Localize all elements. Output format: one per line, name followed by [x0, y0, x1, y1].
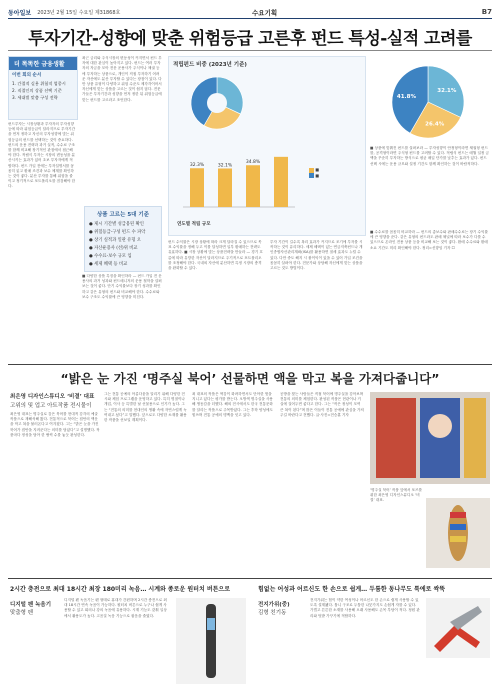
pie-label: 41.8% — [396, 94, 416, 101]
pie-hole — [207, 93, 227, 113]
pie-label: 32.1% — [437, 88, 457, 95]
bar — [190, 168, 204, 207]
article-column-right-1: ■ 상품에 맞춰진 펀드를 살펴보라 — 투자성향이 안정형이라면 채권형 펀드를, 공격형이라면 주식형 펀드를 고려할 수 있다. 적립식 펀드는 매월 일정 금액을 꾸준히 투자하는 방식으로 평균 매입 단가를 낮추는 효과가 있다. 펀드 선택 시에는 운용 규모와 설정 기간도 함께 확인하는 것이 바람직하다. — [370, 146, 489, 166]
checklist-title: 더 똑똑한 금융생활 — [9, 57, 77, 70]
bar — [246, 165, 260, 207]
main-headline: 투자기간-성향에 맞춘 위험등급 고른후 펀드 특성-실적 고려를 — [28, 29, 472, 49]
chart-2-title: 연도별 적립 규모 — [177, 222, 211, 227]
pruning-shears-photo — [426, 598, 490, 658]
bottom-right-text: 전지가위는 힘이 약한 여성이나 어르신도 한 손으로 쉽게 사용할 수 있도록 설계됐다. 톱니 구조로 두툼한 나뭇가지도 손쉽게 자를 수 있다. 가볍고 튼튼한 소재를 사용해 오래 사용해도 손목 부담이 적다. 정원 관리와 텃밭 가꾸기에 적합하다. — [310, 598, 420, 618]
article-column-4: 투자 기간이 길수록 복리 효과가 커지므로 조기에 투자를 시작하는 것이 유리하다. 세제 혜택이 있는 연금저축펀드나 개인종합자산관리계좌(ISA)를 활용하면 절세 효과도 누릴 수 있다. 다만 중도 해지 시 불이익이 있을 수 있어 가입 조건을 꼼꼼히 살펴야 한다. 전문가와 상담해 자신에게 맞는 상품을 고르는 것도 방법이다. — [270, 240, 363, 271]
chart-panel-title — [169, 57, 365, 71]
tips-box — [84, 206, 162, 272]
pie-label: 26.4% — [425, 121, 445, 128]
pen-recorder-photo — [176, 598, 246, 684]
feature-caption: ‘명주실 북어’ 작품 앞에서 포즈를 취한 최은영 디자인스튜디오 ‘비결’ 대표. — [370, 488, 422, 502]
feature-column-2: 그는 전통 공예의 아름다움을 알리기 위해 다양한 전시와 체험 프로그램을 운영하고 있다. 특히 명절이나 개업, 이사 등 특별한 날 선물용으로 인기가 높다. 그는 “전통의 의미를 현대인의 생활 속에 자연스럽게 녹여내고 싶다”고 말했다. 앞으로도 다양한 소재를 활용한 작품을 선보일 계획이다. — [104, 392, 187, 423]
tip-4: ● 자산운용사 (선)위 비교 — [89, 246, 138, 251]
bottom-right-title: 힘없는 어성과 어르신도 한 손으로 쉽게… 두툼한 동나무도 툭에로 싹뚝 — [258, 586, 446, 593]
chart-1-title: 적립펀드 비중 (2023년 기준) — [173, 62, 247, 68]
checklist-subtitle: 이번 회의 순서 — [12, 73, 42, 78]
top-rule — [8, 18, 492, 19]
checklist-box — [8, 56, 78, 120]
article-column-3: 펀드 수익률은 시장 상황에 따라 크게 달라질 수 있으므로 목표 수익률을 정해 두고 이를 달성하면 일부 환매하는 전략도 유효하다. ■ 시장 상황에 맞는 상품전략을 만들라 — 경기 흐름에 따라 유망한 자산이 달라지므로 주기적으로 포트폴리오를 조정해야 한다. 국내외 자산에 분산하면 특정 시장의 충격을 완화할 수 있다. — [168, 240, 263, 271]
page-number: B7 — [481, 8, 493, 16]
bar-chart — [179, 137, 299, 217]
chart-legend: ■ ■ — [309, 167, 359, 178]
checklist-item-1: 1. 간접적 실용 위험적 업종시 — [12, 81, 66, 86]
tip-2: ● 위험등급-구성 펀드 수 파악 — [89, 230, 146, 235]
bottom-left-title: 2시간 충전으로 최대 18시간 최장 180미리 녹음… 시계와 종로운 원터치 버튼으로 — [10, 586, 231, 593]
pie-chart-small — [177, 71, 257, 133]
feature-headline: “밝은 눈 가진 ‘명주실 북어’ 선물하면 액을 막고 복을 가져다줍니다” — [60, 371, 440, 386]
article-column-1: 펀드투자는 시장상황과 투자자의 투자성향 등에 따라 위험등급이 달라지므로 투자기간을 먼저 정하고 자신의 투자성향에 맞는 위험등급의 펀드를 선택하는 것이 중요하다. 펀드의 운용 전략과 과거 실적, 수수료 구조를 함께 비교해 장기적인 관점에서 접근해야 한다. 적립식 투자는 시장의 변동성을 분산시키는 효과가 있어 초보 투자자에게 적합하다. 펀드 가입 전에는 투자설명서를 꼼꼼히 읽고 환매 조건과 보수 체계를 확인하는 것이 좋다. 분산 투자를 통해 위험을 줄이고 정기적으로 포트폴리오를 점검해야 한다. — [8, 122, 76, 189]
section-divider — [8, 364, 492, 365]
feature-column-4: 공방을 찾는 사람들은 직접 북어에 명주실을 감아보며 전통의 의미를 체험한다. 완성된 작품은 현관이나 거실에 걸어두면 좋다고 한다. 그는 “작은 정성이 모여 큰 복이 된다”며 많은 이들이 전통 공예에 관심을 가져주길 바란다고 전했다. 글·사진=전승훈 기자 — [280, 392, 364, 417]
headline-rule — [8, 50, 492, 51]
bottom-right-brand-sub: 김형 친기동 — [258, 610, 287, 616]
tip-5: ● 수수료-보수 규모 입 — [89, 254, 132, 259]
bottom-left-brand: 디지털 펜 녹음기 — [10, 602, 52, 608]
tips-title: 상품 고르는 5대 기준 — [96, 212, 150, 218]
tip-1: ● 제시 기간별 성급용된 확인 — [89, 222, 144, 227]
bar-value-label: 32.3% — [189, 163, 205, 169]
feature-reporter: 최은영 디자인스튜디오 ‘비결’ 대표 — [10, 394, 95, 400]
checklist-item-2: 2. 직접인의 상품 선택 기준 — [12, 88, 62, 93]
tip-6: ● 세제 혜택 등 비교 — [89, 262, 128, 267]
article-column-2-lower: ■ 다양한 상품 특징을 확인하라 — 펀드 가입 전 운용사의 과거 성과와 펀드매니저의 운용 철학을 살펴보는 것이 좋다. 단기 수익률보다 장기 성과를 확인하고 같은 유형의 펀드와 비교해야 한다. 수수료와 보수 구조도 수익률에 큰 영향을 미친다. — [82, 274, 162, 299]
bar-value-label: 32.1% — [217, 163, 233, 169]
feature-column-3: 최 대표의 작품은 색감이 화려하면서도 단아한 멋을 지니고 있다는 평가를 받는다. 오방색 명주실을 사용해 생동감을 더했다. 해외 전시에서도 한국 전통문화를 알리는 작품으로 주목받았다. 그는 후학 양성에도 힘쓰며 전통 공예의 명맥을 잇고 있다. — [192, 392, 273, 417]
feature-photo-product — [426, 498, 490, 568]
checklist-item-3: 3. 세대별 맞춤 구성 전략 — [12, 95, 58, 100]
bottom-left-brand-sub: 맞춤형 펜 — [10, 610, 34, 616]
article-column-2: 최근 금리와 주식시장의 변동성이 커지면서 펀드 투자에 대한 관심이 높아지고 있다. 펀드는 여러 투자자의 자금을 모아 전문 운용사가 주식이나 채권 등에 투자하는 상품으로, 개인이 직접 투자하기 어려운 자산에도 분산 투자할 수 있다는 장점이 있다. 다만 상품 유형이 다양하고 위험 수준도 제각각이어서 자신에게 맞는 상품을 고르는 것이 쉽지 않다. 전문가들은 투자기간과 성향을 먼저 정한 뒤 위험등급에 맞는 펀드를 고르라고 조언한다. — [82, 56, 162, 102]
feature-reporter-sub: 고위의 및 업고 아트작품 전시물이 — [10, 403, 92, 409]
bar-value-label: 34.8% — [245, 160, 261, 166]
chart-panel — [168, 56, 366, 236]
article-column-5: ■ 수수료를 꼼꼼히 비교하라 — 펀드의 총보수와 판매수수료는 장기 수익률에 큰 영향을 준다. 같은 유형의 펀드라도 판매 채널에 따라 보수가 다를 수 있으므로 온라인 전용 상품 등을 비교해 보는 것이 좋다. 환매 수수료와 환매 소요 기간도 미리 확인해야 한다. 정리=신향임 기자 ☐ — [370, 230, 488, 250]
issue-date: 2023년 2월 15일 수요일 제31868호 — [37, 9, 121, 16]
feature-column-1: 최은영 대표는 명주실로 감은 북어를 현대적 감각의 예술 작품으로 재해석해 왔다. 전통적으로 북어는 집안의 액운을 막고 복을 불러온다고 여겨졌다. 그는 “밝은 눈을 가진 북어가 집안을 지켜준다는 의미를 담았다”고 설명했다. 작품마다 정성을 담아 한 땀씩 수를 놓듯 완성한다. — [10, 412, 100, 437]
masthead — [8, 6, 492, 18]
bottom-divider — [8, 578, 492, 579]
feature-photo-portrait — [370, 392, 490, 484]
tip-3: ● 상기 실적과 일관 유형 오 — [89, 238, 142, 243]
bar — [274, 157, 288, 207]
bottom-right-brand: 전지가위(중) — [258, 602, 290, 608]
paper-name: 동아일보 — [8, 9, 32, 17]
bottom-left-text: 디지털 펜 녹음기는 펜 형태로 휴대가 간편하며 2시간 충전으로 최대 18시간 연속 녹음이 가능하다. 원터치 버튼으로 누구나 쉽게 사용할 수 있고 회의나 강의 녹음에 유용하다. 시계 기능도 갖춰 일상에서 활용도가 높다. 고음질 녹음 기능으로 잡음을 줄였다. — [64, 598, 167, 618]
section-name: 수요기획 — [252, 8, 278, 17]
pie-chart-large — [368, 62, 488, 142]
bar — [218, 168, 232, 207]
